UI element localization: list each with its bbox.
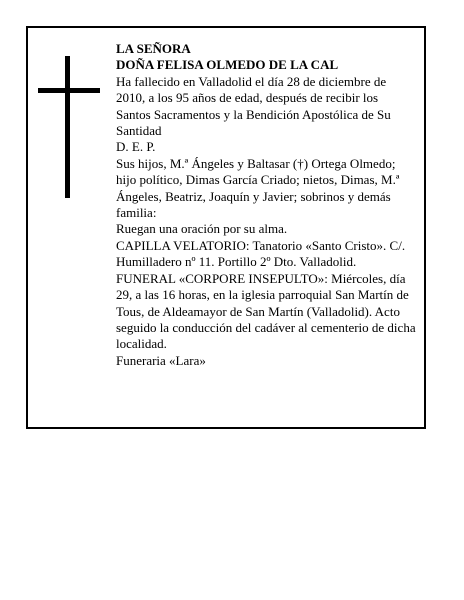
cross-icon <box>38 56 100 198</box>
heading-title: LA SEÑORA <box>116 41 191 56</box>
funeral-home: Funeraria «Lara» <box>116 352 206 368</box>
prayer-request: Ruegan una oración por su alma. <box>116 221 288 237</box>
funeral-info: FUNERAL «CORPORE INSEPULTO»: Miércoles, día 29, a las 16 horas, en la iglesia parroquial San Martín de Tous, de Aldeamayor de San Martín (Valladolid). Acto seguido la conducción del cadáver al cementerio de dicha localidad. <box>116 270 416 352</box>
cross-vertical-bar <box>65 56 70 198</box>
wake-chapel-info: CAPILLA VELATORIO: Tanatorio «Santo Cristo». C/. Humilladero nº 11. Portillo 2º Dto. Valladolid. <box>116 237 406 270</box>
obituary-notice <box>26 26 426 429</box>
death-announcement: Ha fallecido en Valladolid el día 28 de diciembre de 2010, a los 95 años de edad, después de recibir los Santos Sacramentos y la Bendición Apostólica de Su Santidad <box>116 73 391 139</box>
obituary-text <box>116 41 416 369</box>
family-list: Sus hijos, M.ª Ángeles y Baltasar (†) Ortega Olmedo; hijo político, Dimas García Criado; nietos, Dimas, M.ª Ángeles, Beatriz, Joaquín y Javier; sobrinos y demás familia: <box>116 155 400 221</box>
deceased-name: DOÑA FELISA OLMEDO DE LA CAL <box>116 57 339 73</box>
rip-abbreviation: D. E. P. <box>116 139 156 155</box>
cross-horizontal-bar <box>38 88 100 93</box>
